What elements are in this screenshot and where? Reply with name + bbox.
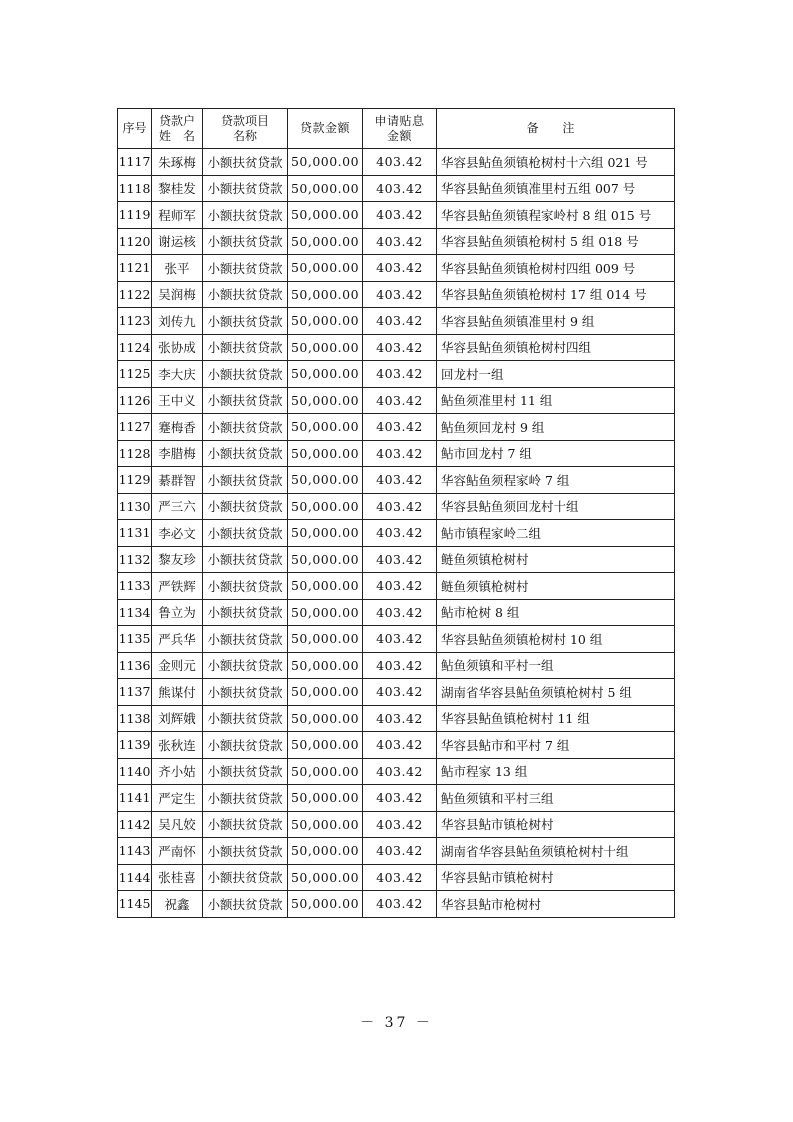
cell-remark: 鲇市镇程家岭二组 (437, 520, 675, 547)
table-row (118, 440, 675, 467)
table-row (118, 546, 675, 573)
cell-loan-project: 小额扶贫贷款 (203, 573, 288, 600)
cell-borrower-name: 齐小姑 (152, 758, 203, 785)
cell-remark: 湖南省华容县鲇鱼须镇枪树村十组 (437, 838, 675, 865)
cell-remark: 华容县鲇市枪树村 (437, 891, 675, 918)
cell-loan-project: 小额扶贫贷款 (203, 440, 288, 467)
cell-loan-project: 小额扶贫贷款 (203, 202, 288, 229)
cell-subsidy-amount: 403.42 (363, 599, 437, 626)
cell-remark: 华容县鲇市和平村 7 组 (437, 732, 675, 759)
cell-remark: 华容县鲇鱼须镇准里村五组 007 号 (437, 175, 675, 202)
cell-remark: 回龙村一组 (437, 361, 675, 388)
cell-serial-number: 1140 (118, 758, 152, 785)
cell-loan-amount: 50,000.00 (288, 705, 363, 732)
cell-serial-number: 1126 (118, 387, 152, 414)
cell-subsidy-amount: 403.42 (363, 758, 437, 785)
cell-loan-amount: 50,000.00 (288, 811, 363, 838)
cell-borrower-name: 谢运核 (152, 228, 203, 255)
header-loan-amount: 贷款金额 (288, 109, 363, 149)
cell-subsidy-amount: 403.42 (363, 387, 437, 414)
cell-serial-number: 1141 (118, 785, 152, 812)
page-number: － 37 － (360, 1015, 433, 1031)
cell-loan-amount: 50,000.00 (288, 838, 363, 865)
cell-subsidy-amount: 403.42 (363, 546, 437, 573)
cell-loan-project: 小额扶贫贷款 (203, 281, 288, 308)
cell-loan-project: 小额扶贫贷款 (203, 334, 288, 361)
table-row (118, 838, 675, 865)
cell-borrower-name: 黎友珍 (152, 546, 203, 573)
cell-loan-project: 小额扶贫贷款 (203, 546, 288, 573)
table-row (118, 149, 675, 176)
cell-serial-number: 1122 (118, 281, 152, 308)
cell-remark: 华容县鲇鱼须镇程家岭村 8 组 015 号 (437, 202, 675, 229)
cell-loan-amount: 50,000.00 (288, 255, 363, 282)
cell-loan-project: 小额扶贫贷款 (203, 175, 288, 202)
cell-loan-project: 小额扶贫贷款 (203, 891, 288, 918)
cell-remark: 鲇市程家 13 组 (437, 758, 675, 785)
cell-borrower-name: 严南怀 (152, 838, 203, 865)
cell-borrower-name: 金则元 (152, 652, 203, 679)
table-row (118, 202, 675, 229)
cell-remark: 华容鲇鱼须程家岭 7 组 (437, 467, 675, 494)
table-row (118, 281, 675, 308)
cell-remark: 湖南省华容县鲇鱼须镇枪树村 5 组 (437, 679, 675, 706)
cell-loan-amount: 50,000.00 (288, 626, 363, 653)
cell-borrower-name: 熊谋付 (152, 679, 203, 706)
cell-loan-amount: 50,000.00 (288, 440, 363, 467)
cell-loan-amount: 50,000.00 (288, 387, 363, 414)
table-row (118, 652, 675, 679)
cell-serial-number: 1121 (118, 255, 152, 282)
cell-serial-number: 1124 (118, 334, 152, 361)
cell-subsidy-amount: 403.42 (363, 228, 437, 255)
table-row (118, 679, 675, 706)
cell-subsidy-amount: 403.42 (363, 732, 437, 759)
header-subsidy-amount (363, 109, 437, 149)
cell-subsidy-amount: 403.42 (363, 467, 437, 494)
cell-remark: 华容县鲇市镇枪树村 (437, 811, 675, 838)
header-borrower-name (152, 109, 203, 149)
cell-subsidy-amount: 403.42 (363, 493, 437, 520)
cell-borrower-name: 严铁辉 (152, 573, 203, 600)
cell-borrower-name: 蹇梅香 (152, 414, 203, 441)
cell-serial-number: 1125 (118, 361, 152, 388)
cell-borrower-name: 鲁立为 (152, 599, 203, 626)
loan-subsidy-table (117, 108, 675, 918)
cell-loan-amount: 50,000.00 (288, 175, 363, 202)
cell-serial-number: 1145 (118, 891, 152, 918)
cell-subsidy-amount: 403.42 (363, 149, 437, 176)
cell-serial-number: 1133 (118, 573, 152, 600)
cell-remark: 华容县鲇鱼须镇枪树村十六组 021 号 (437, 149, 675, 176)
cell-serial-number: 1143 (118, 838, 152, 865)
table-row (118, 361, 675, 388)
cell-loan-project: 小额扶贫贷款 (203, 599, 288, 626)
table-row (118, 255, 675, 282)
cell-serial-number: 1131 (118, 520, 152, 547)
cell-subsidy-amount: 403.42 (363, 891, 437, 918)
table-row (118, 334, 675, 361)
cell-loan-project: 小额扶贫贷款 (203, 864, 288, 891)
cell-subsidy-amount: 403.42 (363, 705, 437, 732)
cell-loan-project: 小额扶贫贷款 (203, 361, 288, 388)
cell-loan-project: 小额扶贫贷款 (203, 785, 288, 812)
cell-subsidy-amount: 403.42 (363, 785, 437, 812)
cell-remark: 鲇市回龙村 7 组 (437, 440, 675, 467)
table-row (118, 573, 675, 600)
cell-loan-amount: 50,000.00 (288, 308, 363, 335)
header-remark: 备 注 (437, 109, 675, 149)
cell-borrower-name: 严定生 (152, 785, 203, 812)
cell-borrower-name: 刘辉娥 (152, 705, 203, 732)
table-row (118, 626, 675, 653)
header-loan-project-line1: 贷款项目 (220, 113, 269, 128)
cell-subsidy-amount: 403.42 (363, 652, 437, 679)
cell-loan-amount: 50,000.00 (288, 573, 363, 600)
cell-borrower-name: 张平 (152, 255, 203, 282)
cell-loan-project: 小额扶贫贷款 (203, 255, 288, 282)
cell-subsidy-amount: 403.42 (363, 838, 437, 865)
cell-remark: 鲇鱼须镇和平村三组 (437, 785, 675, 812)
cell-borrower-name: 张协成 (152, 334, 203, 361)
cell-borrower-name: 严三六 (152, 493, 203, 520)
cell-remark: 鲢鱼须镇枪树村 (437, 573, 675, 600)
cell-loan-project: 小额扶贫贷款 (203, 387, 288, 414)
cell-borrower-name: 吴润梅 (152, 281, 203, 308)
cell-subsidy-amount: 403.42 (363, 440, 437, 467)
table-row (118, 520, 675, 547)
table-row (118, 785, 675, 812)
cell-subsidy-amount: 403.42 (363, 202, 437, 229)
cell-borrower-name: 程师军 (152, 202, 203, 229)
cell-remark: 鲇鱼须镇和平村一组 (437, 652, 675, 679)
cell-remark: 华容县鲇鱼须镇枪树村 17 组 014 号 (437, 281, 675, 308)
cell-loan-project: 小额扶贫贷款 (203, 811, 288, 838)
cell-loan-amount: 50,000.00 (288, 414, 363, 441)
cell-loan-amount: 50,000.00 (288, 679, 363, 706)
table-row (118, 175, 675, 202)
cell-serial-number: 1144 (118, 864, 152, 891)
cell-subsidy-amount: 403.42 (363, 175, 437, 202)
cell-loan-amount: 50,000.00 (288, 652, 363, 679)
cell-serial-number: 1136 (118, 652, 152, 679)
header-borrower-name-line2: 姓 名 (158, 128, 195, 143)
cell-serial-number: 1128 (118, 440, 152, 467)
cell-borrower-name: 李必文 (152, 520, 203, 547)
cell-loan-amount: 50,000.00 (288, 361, 363, 388)
cell-borrower-name: 朱琢梅 (152, 149, 203, 176)
cell-serial-number: 1123 (118, 308, 152, 335)
table-row (118, 732, 675, 759)
cell-loan-amount: 50,000.00 (288, 281, 363, 308)
cell-loan-project: 小额扶贫贷款 (203, 228, 288, 255)
table-row (118, 467, 675, 494)
cell-serial-number: 1119 (118, 202, 152, 229)
table-header (118, 109, 675, 149)
cell-subsidy-amount: 403.42 (363, 679, 437, 706)
cell-remark: 华容县鲇鱼镇枪树村 11 组 (437, 705, 675, 732)
cell-loan-project: 小额扶贫贷款 (203, 308, 288, 335)
cell-loan-amount: 50,000.00 (288, 864, 363, 891)
cell-loan-project: 小额扶贫贷款 (203, 626, 288, 653)
table-body (118, 149, 675, 918)
cell-loan-project: 小额扶贫贷款 (203, 732, 288, 759)
cell-loan-project: 小额扶贫贷款 (203, 705, 288, 732)
table-row (118, 758, 675, 785)
cell-subsidy-amount: 403.42 (363, 520, 437, 547)
cell-borrower-name: 黎桂发 (152, 175, 203, 202)
cell-loan-amount: 50,000.00 (288, 599, 363, 626)
cell-subsidy-amount: 403.42 (363, 334, 437, 361)
table-row (118, 811, 675, 838)
cell-subsidy-amount: 403.42 (363, 626, 437, 653)
cell-loan-project: 小额扶贫贷款 (203, 679, 288, 706)
cell-subsidy-amount: 403.42 (363, 361, 437, 388)
cell-loan-amount: 50,000.00 (288, 202, 363, 229)
cell-loan-amount: 50,000.00 (288, 467, 363, 494)
cell-loan-amount: 50,000.00 (288, 732, 363, 759)
cell-borrower-name: 王中义 (152, 387, 203, 414)
cell-remark: 华容县鲇鱼须镇枪树村四组 009 号 (437, 255, 675, 282)
header-loan-project-line2: 名称 (232, 128, 257, 143)
cell-loan-project: 小额扶贫贷款 (203, 520, 288, 547)
table-row (118, 387, 675, 414)
cell-remark: 鲢鱼须镇枪树村 (437, 546, 675, 573)
cell-remark: 华容县鲇鱼须镇准里村 9 组 (437, 308, 675, 335)
cell-loan-amount: 50,000.00 (288, 546, 363, 573)
cell-serial-number: 1117 (118, 149, 152, 176)
cell-remark: 华容县鲇鱼须镇枪树村 10 组 (437, 626, 675, 653)
cell-borrower-name: 李大庆 (152, 361, 203, 388)
table-row (118, 891, 675, 918)
cell-remark: 鲇市枪树 8 组 (437, 599, 675, 626)
cell-loan-project: 小额扶贫贷款 (203, 149, 288, 176)
cell-serial-number: 1127 (118, 414, 152, 441)
cell-borrower-name: 张秋连 (152, 732, 203, 759)
header-borrower-name-line1: 贷款户 (158, 113, 195, 128)
header-subsidy-amount-line2: 金额 (386, 128, 412, 143)
cell-remark: 鲇鱼须回龙村 9 组 (437, 414, 675, 441)
cell-serial-number: 1118 (118, 175, 152, 202)
cell-remark: 华容县鲇市镇枪树村 (437, 864, 675, 891)
cell-borrower-name: 綦群智 (152, 467, 203, 494)
table-row (118, 228, 675, 255)
cell-borrower-name: 李腊梅 (152, 440, 203, 467)
cell-borrower-name: 刘传九 (152, 308, 203, 335)
cell-loan-project: 小额扶贫贷款 (203, 467, 288, 494)
cell-serial-number: 1134 (118, 599, 152, 626)
cell-borrower-name: 吴凡姣 (152, 811, 203, 838)
cell-serial-number: 1138 (118, 705, 152, 732)
cell-subsidy-amount: 403.42 (363, 414, 437, 441)
table-row (118, 705, 675, 732)
cell-borrower-name: 张桂喜 (152, 864, 203, 891)
cell-subsidy-amount: 403.42 (363, 308, 437, 335)
table-row (118, 864, 675, 891)
table-row (118, 414, 675, 441)
cell-loan-project: 小额扶贫贷款 (203, 493, 288, 520)
cell-loan-amount: 50,000.00 (288, 520, 363, 547)
cell-borrower-name: 严兵华 (152, 626, 203, 653)
cell-subsidy-amount: 403.42 (363, 573, 437, 600)
cell-subsidy-amount: 403.42 (363, 811, 437, 838)
table-row (118, 599, 675, 626)
cell-loan-amount: 50,000.00 (288, 493, 363, 520)
cell-loan-project: 小额扶贫贷款 (203, 838, 288, 865)
cell-borrower-name: 祝鑫 (152, 891, 203, 918)
header-subsidy-amount-line1: 申请贴息 (374, 113, 425, 128)
cell-loan-amount: 50,000.00 (288, 334, 363, 361)
cell-loan-amount: 50,000.00 (288, 758, 363, 785)
cell-loan-amount: 50,000.00 (288, 228, 363, 255)
cell-remark: 华容县鲇鱼须镇枪树村四组 (437, 334, 675, 361)
header-loan-project (203, 109, 288, 149)
cell-loan-amount: 50,000.00 (288, 149, 363, 176)
table-row (118, 493, 675, 520)
cell-remark: 华容县鲇鱼须镇枪树村 5 组 018 号 (437, 228, 675, 255)
cell-remark: 华容县鲇鱼须回龙村十组 (437, 493, 675, 520)
cell-loan-project: 小额扶贫贷款 (203, 414, 288, 441)
cell-subsidy-amount: 403.42 (363, 281, 437, 308)
cell-subsidy-amount: 403.42 (363, 255, 437, 282)
cell-serial-number: 1139 (118, 732, 152, 759)
cell-serial-number: 1130 (118, 493, 152, 520)
cell-serial-number: 1137 (118, 679, 152, 706)
cell-remark: 鲇鱼须准里村 11 组 (437, 387, 675, 414)
cell-loan-project: 小额扶贫贷款 (203, 652, 288, 679)
cell-serial-number: 1142 (118, 811, 152, 838)
cell-loan-project: 小额扶贫贷款 (203, 758, 288, 785)
cell-loan-amount: 50,000.00 (288, 785, 363, 812)
cell-serial-number: 1135 (118, 626, 152, 653)
cell-serial-number: 1120 (118, 228, 152, 255)
cell-serial-number: 1129 (118, 467, 152, 494)
header-row (118, 109, 675, 149)
cell-serial-number: 1132 (118, 546, 152, 573)
cell-loan-amount: 50,000.00 (288, 891, 363, 918)
header-serial-number: 序号 (118, 109, 152, 149)
cell-subsidy-amount: 403.42 (363, 864, 437, 891)
table-row (118, 308, 675, 335)
